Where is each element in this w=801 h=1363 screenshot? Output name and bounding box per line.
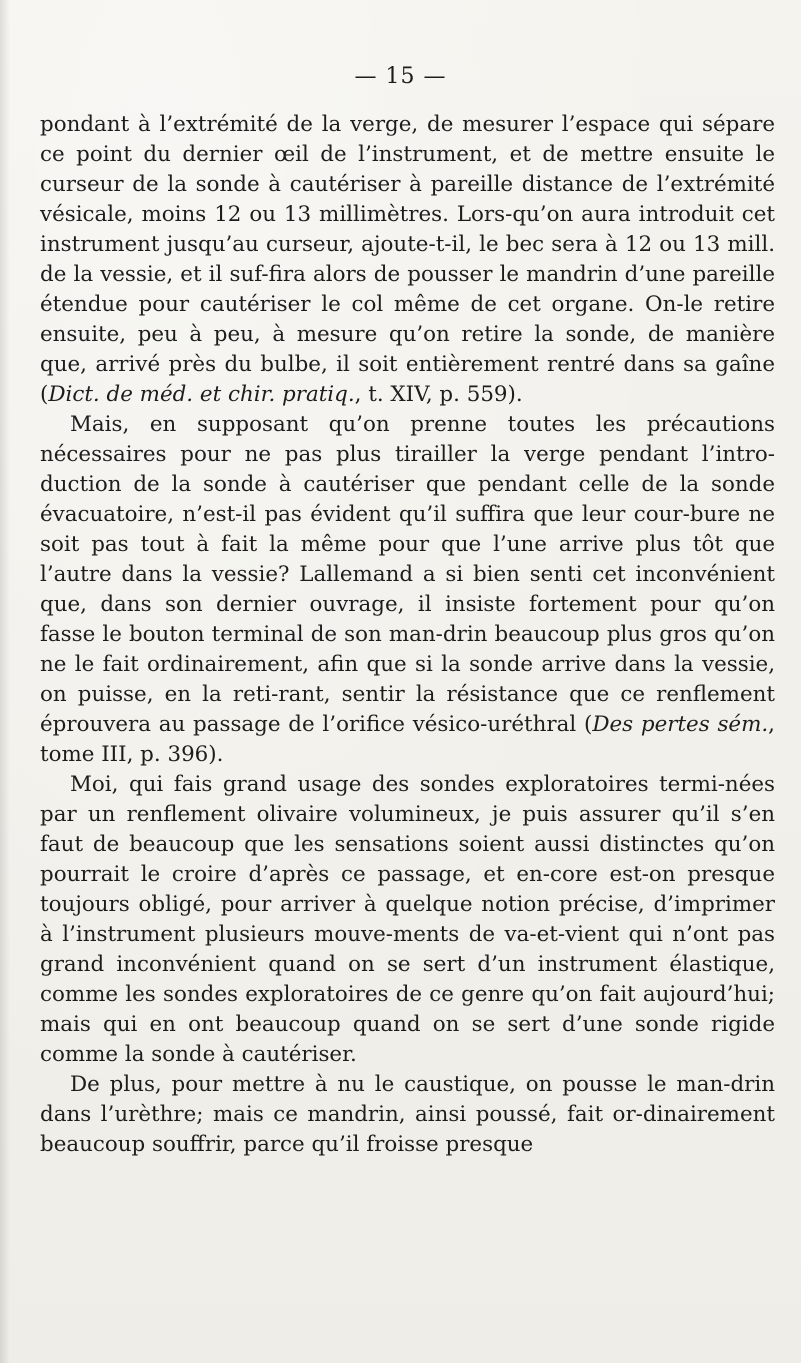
page-shadow-edge	[0, 0, 10, 1363]
paragraph-3-text: Moi, qui fais grand usage des sondes exploratoires termi-nées par un renflement olivaire volumineux, je puis assurer qu’il s’en faut de beaucoup que les sensations soient aussi distinctes qu’on pourrait le croire d’après ce passage, et en-core est-on presque toujours obligé, pour arriver à quelque notion précise, d’imprimer à l’instrument plusieurs mouve-ments de va-et-vient qui n’ont pas grand inconvénient quand on se sert d’un instrument élastique, comme les sondes exploratoires de ce genre qu’on fait aujourd’hui; mais qui en ont beaucoup quand on se sert d’une sonde rigide comme la sonde à cautériser.	[40, 772, 775, 1067]
paragraph-1	[40, 110, 775, 410]
paragraph-2-text-1: Mais, en supposant qu’on prenne toutes les précautions nécessaires pour ne pas plus tirailler la verge pendant l’intro-duction de la sonde à cautériser que pendant celle de la sonde évacuatoire, n’est-il pas évident qu’il suffira que leur cour-bure ne soit pas tout à fait la même pour que l’une arrive plus tôt que l’autre dans la vessie? Lallemand a si bien senti cet inconvénient que, dans son dernier ouvrage, il insiste fortement pour qu’on fasse le bouton terminal de son man-drin beaucoup plus gros qu’on ne le fait ordinairement, afin que si la sonde arrive dans la vessie, on puisse, en la reti-rant, sentir la résistance que ce renflement éprouvera au passage de l’orifice vésico-uréthral (	[40, 412, 775, 737]
paragraph-1-text-2: , t. XIV, p. 559).	[354, 382, 523, 407]
paragraph-2-citation-title: Des pertes sém.	[592, 712, 769, 737]
paragraph-3	[40, 770, 775, 1070]
paragraph-1-text-1: pondant à l’extrémité de la verge, de mesurer l’espace qui sépare ce point du dernier œil de l’instrument, et de mettre ensuite le curseur de la sonde à cautériser à pareille distance de l’extrémité vésicale, moins 12 ou 13 millimètres. Lors-qu’on aura introduit cet instrument jusqu’au curseur, ajoute-t-il, le bec sera à 12 ou 13 mill. de la vessie, et il suf-fira alors de pousser le mandrin d’une pareille étendue pour cautériser le col même de cet organe. On-le retire ensuite, peu à peu, à mesure qu’on retire la sonde, de manière que, arrivé près du bulbe, il soit entièrement rentré dans sa gaîne (	[40, 112, 775, 407]
paragraph-4-text: De plus, pour mettre à nu le caustique, on pousse le man-drin dans l’urèthre; mais ce mandrin, ainsi poussé, fait or-dinairement beaucoup souffrir, parce qu’il froisse presque	[40, 1072, 775, 1157]
paragraph-1-citation-title: Dict. de méd. et chir. pratiq.	[48, 382, 355, 407]
paragraph-2	[40, 410, 775, 770]
page-number: — 15 —	[354, 64, 447, 89]
body-text	[40, 110, 775, 1160]
paragraph-2-text-2: , tome III, p. 396).	[40, 712, 775, 767]
paragraph-4	[40, 1070, 775, 1160]
